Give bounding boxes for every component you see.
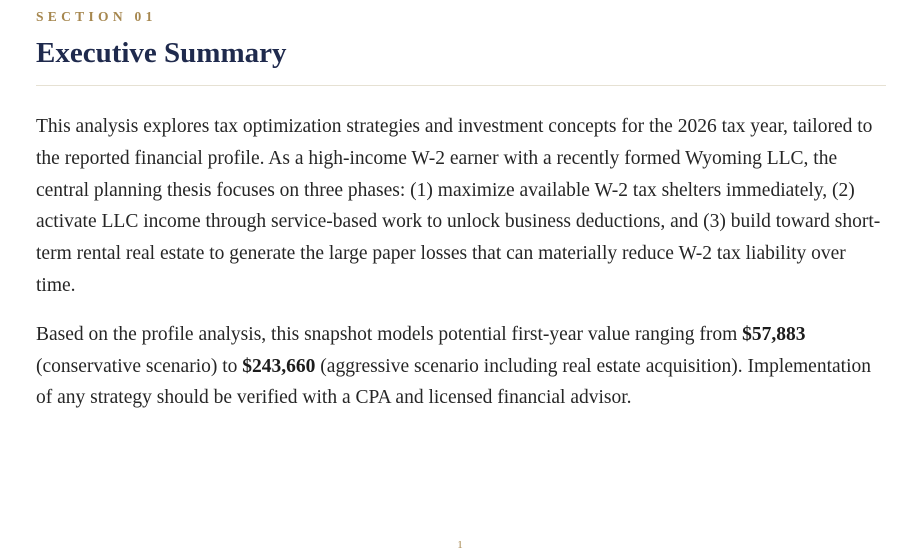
summary-paragraph-2: [36, 319, 886, 414]
paragraph-2-text-2: (conservative scenario) to: [36, 355, 243, 377]
page-title: Executive Summary: [36, 37, 287, 69]
summary-paragraph-1: This analysis explores tax optimization strategies and investment concepts for the 2026 tax year, tailored to the reported financial profile. As a high-income W-2 earner with a recently formed Wyoming LLC, the central planning thesis focuses on three phases: (1) maximize available W-2 tax shelters immediately, (2) activate LLC income through service-based work to unlock business deductions, and (3) build toward short-term rental real estate to generate the large paper losses that can materially reduce W-2 tax liability over time.: [36, 116, 881, 296]
section-label: SECTION 01: [36, 9, 157, 24]
page-number: 1: [457, 539, 463, 551]
document-page: [36, 0, 886, 414]
conservative-value: $57,883: [742, 323, 806, 345]
aggressive-value: $243,660: [242, 355, 316, 377]
title-divider: [36, 85, 886, 86]
paragraph-2-text-1: Based on the profile analysis, this snapshot models potential first-year value ranging from: [36, 323, 743, 345]
paragraph-2-text-3: (aggressive scenario including real estate acquisition). Implementation of any strategy should be verified with a CPA and licensed financial advisor.: [36, 355, 871, 409]
